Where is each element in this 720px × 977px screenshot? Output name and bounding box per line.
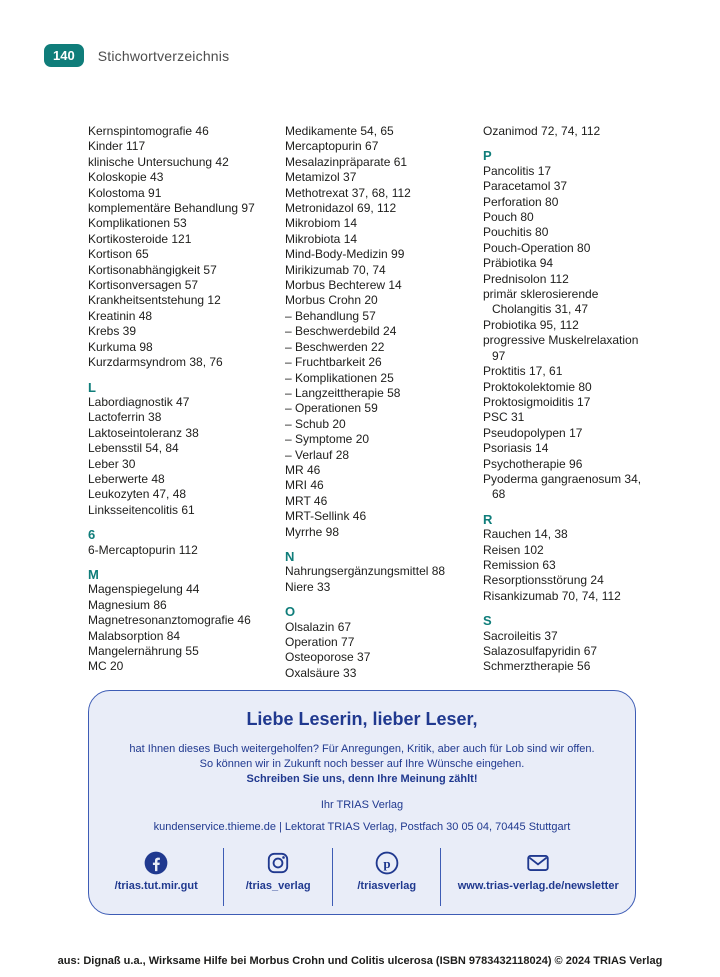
index-entry: Präbiotika 94 bbox=[483, 256, 554, 271]
page-header bbox=[44, 44, 229, 67]
index-column bbox=[285, 124, 483, 681]
social-handle: www.trias-verlag.de/newsletter bbox=[457, 880, 619, 892]
index-entry: – Verlauf 28 bbox=[285, 447, 350, 462]
index-entry: Leukozyten 47, 48 bbox=[88, 487, 187, 502]
index-entry: Proktokolektomie 80 bbox=[483, 379, 592, 394]
index-entry: – Beschwerdebild 24 bbox=[285, 324, 397, 339]
index-letter-heading: L bbox=[88, 379, 96, 395]
index-entry: Kurzdarmsyndrom 38, 76 bbox=[88, 355, 223, 370]
index-letter-heading: 6 bbox=[88, 527, 96, 543]
reader-box-signature: Ihr TRIAS Verlag bbox=[320, 799, 404, 811]
index-entry: Mercaptopurin 67 bbox=[285, 139, 379, 154]
index-entry: Kreatinin 48 bbox=[88, 308, 153, 323]
index-entry: primär sklerosierende Cholangitis 31, 47 bbox=[483, 287, 599, 317]
reader-box-call-to-action: Schreiben Sie uns, denn Ihre Meinung zählt! bbox=[246, 773, 478, 785]
index-entry: Oxalsäure 33 bbox=[285, 665, 357, 680]
index-entry: Krankheitsentstehung 12 bbox=[88, 293, 221, 308]
index-entry: Psychotherapie 96 bbox=[483, 456, 583, 471]
reader-box-text-line: So können wir in Zukunft noch besser auf Ihre Wünsche eingehen. bbox=[199, 758, 525, 770]
svg-text:p: p bbox=[383, 855, 391, 871]
index-entry: MR 46 bbox=[285, 462, 321, 477]
index-entry: MRT 46 bbox=[285, 493, 328, 508]
index-entry: Schmerztherapie 56 bbox=[483, 659, 591, 674]
index-entry: Pseudopolypen 17 bbox=[483, 425, 583, 440]
index-entry: 6-Mercaptopurin 112 bbox=[88, 542, 198, 557]
social-link-pinterest[interactable] bbox=[332, 848, 441, 906]
index-entry: Kortisonabhängigkeit 57 bbox=[88, 262, 217, 277]
index-entry: Magenspiegelung 44 bbox=[88, 582, 200, 597]
index-entry: – Behandlung 57 bbox=[285, 308, 376, 323]
index-entry: Probiotika 95, 112 bbox=[483, 317, 579, 332]
index-entry: Lebensstil 54, 84 bbox=[88, 441, 179, 456]
index-column bbox=[483, 124, 657, 681]
index-entry: Pouch-Operation 80 bbox=[483, 240, 591, 255]
index-entry: Pouchitis 80 bbox=[483, 225, 549, 240]
index-entry: Perforation 80 bbox=[483, 194, 559, 209]
index-entry: Leberwerte 48 bbox=[88, 471, 165, 486]
index-entry: – Komplikationen 25 bbox=[285, 370, 394, 385]
index-entry: Olsalazin 67 bbox=[285, 619, 352, 634]
index-entry: Morbus Crohn 20 bbox=[285, 293, 378, 308]
index-entry: Risankizumab 70, 74, 112 bbox=[483, 588, 621, 603]
index-entry: progressive Muskelrelaxation 97 bbox=[483, 333, 639, 363]
index-entry: Nahrungsergänzungsmittel 88 bbox=[285, 564, 446, 579]
index-entry: klinische Untersuchung 42 bbox=[88, 154, 229, 169]
reader-feedback-box bbox=[88, 690, 636, 915]
index-entry: Komplikationen 53 bbox=[88, 216, 187, 231]
index-entry: MRI 46 bbox=[285, 478, 324, 493]
page-footer: aus: Dignaß u.a., Wirksame Hilfe bei Morbus Crohn und Colitis ulcerosa (ISBN 9783432118024) © 2024 TRIAS Verlag bbox=[57, 955, 663, 967]
index-entry: PSC 31 bbox=[483, 410, 525, 425]
index-entry: Mirikizumab 70, 74 bbox=[285, 262, 386, 277]
index-entry: Laktoseintoleranz 38 bbox=[88, 425, 199, 440]
index-entry: Linksseitencolitis 61 bbox=[88, 502, 195, 517]
index-entry: Metronidazol 69, 112 bbox=[285, 201, 397, 216]
index-entry: Salazosulfapyridin 67 bbox=[483, 644, 598, 658]
index-entry: Ozanimod 72, 74, 112 bbox=[483, 124, 601, 138]
index-entry: Metamizol 37 bbox=[285, 170, 357, 185]
social-handle: /triasverlag bbox=[357, 880, 417, 892]
index-letter-heading: M bbox=[88, 566, 99, 582]
facebook-icon bbox=[143, 850, 169, 876]
index-entry: Kurkuma 98 bbox=[88, 339, 153, 354]
index-entry: Paracetamol 37 bbox=[483, 179, 568, 194]
index-entry: – Operationen 59 bbox=[285, 401, 378, 416]
index-entry: komplementäre Behandlung 97 bbox=[88, 201, 255, 216]
index-letter-heading: O bbox=[285, 604, 296, 620]
index-entry: Morbus Bechterew 14 bbox=[285, 278, 402, 293]
index-column bbox=[88, 124, 285, 681]
pinterest-icon bbox=[374, 850, 400, 876]
index-entry: Kortisonversagen 57 bbox=[88, 278, 199, 293]
social-link-instagram[interactable] bbox=[223, 848, 332, 906]
page-title: Stichwortverzeichnis bbox=[97, 47, 230, 64]
social-handle: /trias.tut.mir.gut bbox=[114, 880, 198, 892]
index-entry: Mind-Body-Medizin 99 bbox=[285, 247, 405, 262]
index-entry: Mangelernährung 55 bbox=[88, 644, 199, 658]
index-letter-heading: N bbox=[285, 548, 295, 564]
index-entry: Niere 33 bbox=[285, 579, 331, 594]
index-entry: Kortison 65 bbox=[88, 247, 149, 262]
instagram-icon bbox=[265, 850, 291, 876]
social-link-facebook[interactable] bbox=[89, 848, 223, 906]
index-entry: Leber 30 bbox=[88, 456, 136, 471]
index-entry: Magnetresonanztomografie 46 bbox=[88, 613, 251, 628]
index-letter-heading: S bbox=[483, 613, 492, 629]
page-number-badge: 140 bbox=[44, 44, 84, 67]
index-entry: Krebs 39 bbox=[88, 324, 137, 339]
index-entry: Kernspintomografie 46 bbox=[88, 124, 209, 138]
index-entry: Magnesium 86 bbox=[88, 597, 167, 612]
index-entry: Lactoferrin 38 bbox=[88, 410, 162, 425]
email-icon bbox=[525, 850, 551, 876]
index-entry: Resorptionsstörung 24 bbox=[483, 573, 604, 588]
index-entry: Proktitis 17, 61 bbox=[483, 364, 563, 379]
index-entry: MC 20 bbox=[88, 659, 124, 674]
index-letter-heading: P bbox=[483, 148, 492, 164]
social-links-row bbox=[89, 848, 635, 906]
index-entry: Medikamente 54, 65 bbox=[285, 124, 394, 138]
index-entry: Psoriasis 14 bbox=[483, 441, 549, 456]
index-entry: Pyoderma gangraenosum 34, 68 bbox=[483, 471, 642, 502]
index-entry: Mesalazinpräparate 61 bbox=[285, 154, 408, 169]
index-entry: Pancolitis 17 bbox=[483, 163, 552, 178]
index-entry: Kortikosteroide 121 bbox=[88, 231, 192, 246]
index-entry: Prednisolon 112 bbox=[483, 271, 569, 286]
index-entry: Methotrexat 37, 68, 112 bbox=[285, 185, 411, 200]
index-entry: Osteoporose 37 bbox=[285, 650, 371, 665]
index-entry: Pouch 80 bbox=[483, 210, 534, 225]
index-entry: Remission 63 bbox=[483, 557, 556, 572]
social-link-newsletter[interactable] bbox=[440, 848, 635, 906]
index-entry: Mikrobiom 14 bbox=[285, 216, 358, 231]
index-entry: – Symptome 20 bbox=[285, 432, 370, 447]
index-entry: – Langzeittherapie 58 bbox=[285, 385, 401, 400]
index-entry: Reisen 102 bbox=[483, 542, 544, 557]
index-entry: Labordiagnostik 47 bbox=[88, 394, 190, 409]
index-entry: – Fruchtbarkeit 26 bbox=[285, 355, 382, 370]
index-entry: Operation 77 bbox=[285, 635, 355, 649]
social-handle: /trias_verlag bbox=[245, 880, 311, 892]
reader-box-title: Liebe Leserin, lieber Leser, bbox=[246, 709, 478, 729]
index-entry: Myrrhe 98 bbox=[285, 524, 340, 539]
index-entry: Malabsorption 84 bbox=[88, 628, 181, 643]
reader-box-contact: kundenservice.thieme.de | Lektorat TRIAS Verlag, Postfach 30 05 04, 70445 Stuttgart bbox=[153, 821, 571, 833]
index-entry: MRT-Sellink 46 bbox=[285, 509, 367, 524]
index-entry: – Beschwerden 22 bbox=[285, 339, 385, 354]
index-entry: – Schub 20 bbox=[285, 416, 346, 431]
index-entry: Sacroileitis 37 bbox=[483, 628, 558, 643]
index-entry: Rauchen 14, 38 bbox=[483, 527, 568, 542]
index-entry: Koloskopie 43 bbox=[88, 170, 164, 185]
index-entry: Kolostoma 91 bbox=[88, 185, 162, 200]
index-entry: Mikrobiota 14 bbox=[285, 231, 358, 246]
reader-box-text-line: hat Ihnen dieses Buch weitergeholfen? Für Anregungen, Kritik, aber auch für Lob sind wir offen. bbox=[129, 743, 595, 755]
index-entry: Proktosigmoiditis 17 bbox=[483, 394, 591, 409]
index-entry: Kinder 117 bbox=[88, 139, 146, 154]
index-columns bbox=[88, 124, 657, 681]
index-letter-heading: R bbox=[483, 511, 493, 527]
